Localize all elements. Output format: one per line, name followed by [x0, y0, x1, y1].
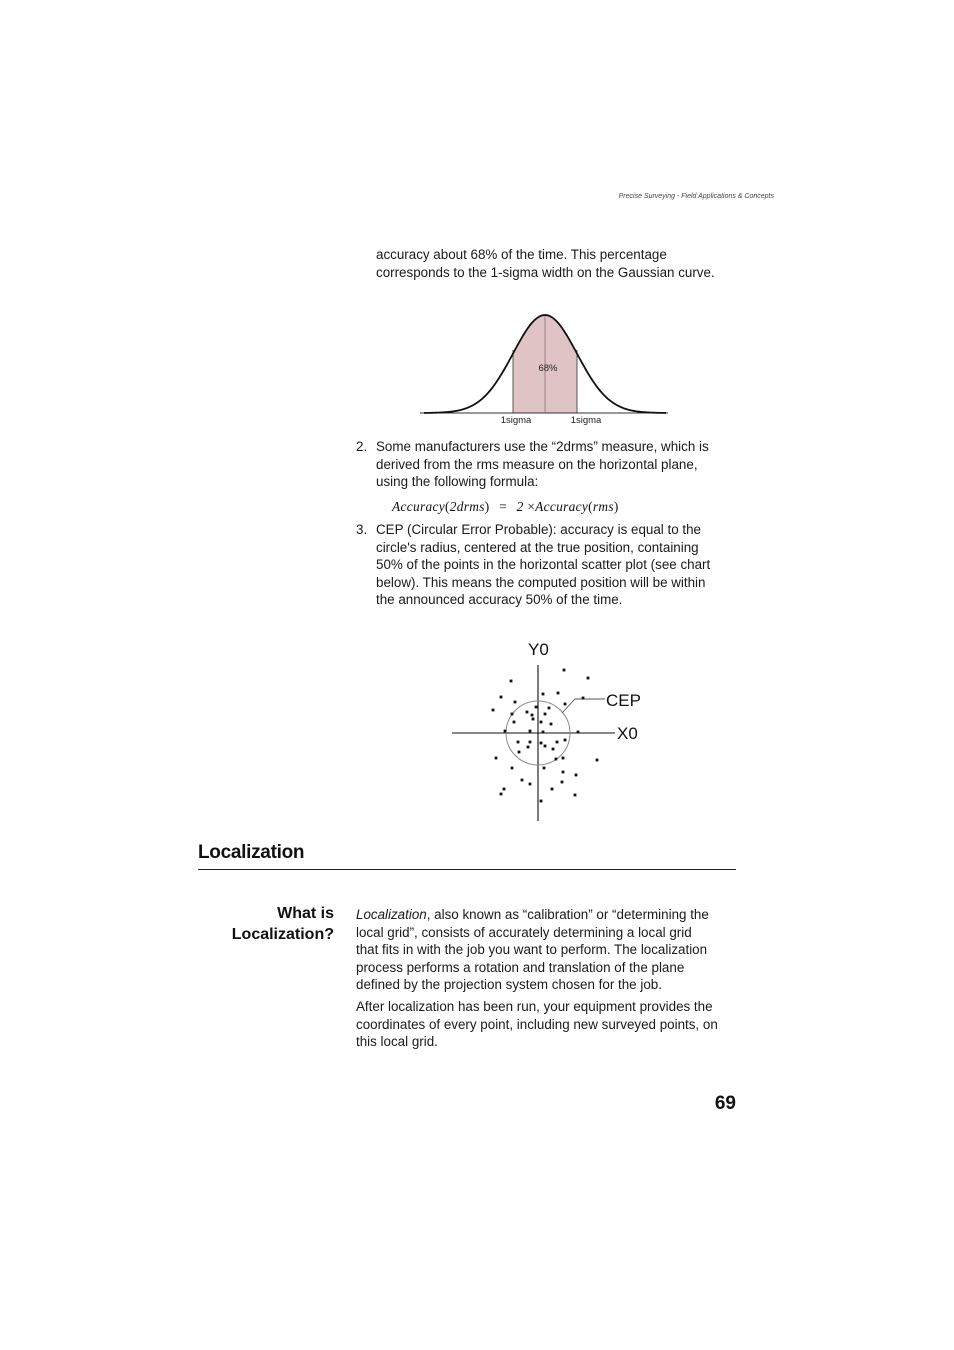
text-line: coordinates of every point, including new surveyed points, on — [356, 1016, 718, 1032]
section-divider — [198, 869, 736, 870]
text-line: 50% of the points in the horizontal scatter plot (see chart — [376, 557, 711, 573]
cep-label: CEP — [606, 691, 641, 710]
scatter-point — [577, 731, 580, 734]
scatter-point — [540, 721, 543, 724]
scatter-point — [510, 680, 513, 683]
scatter-point — [551, 788, 554, 791]
text-line: Some manufacturers use the “2drms” measure, which is — [376, 439, 709, 454]
scatter-points — [492, 669, 599, 803]
scatter-point — [500, 696, 503, 699]
gaussian-curve-figure — [420, 305, 672, 430]
page-number: 69 — [714, 1093, 736, 1114]
text-line: below). This means the computed position will be within — [376, 574, 706, 590]
formula-equals: = — [499, 499, 507, 514]
scatter-point — [556, 741, 559, 744]
text-line: using the following formula: — [376, 474, 539, 490]
scatter-point — [500, 793, 503, 796]
scatter-point — [532, 718, 535, 721]
left-sigma-label: 1sigma — [500, 415, 532, 426]
accuracy-formula: Accuracy(2drms) = 2 ×Accuracy(rms) — [392, 499, 619, 514]
scatter-point — [521, 779, 524, 782]
scatter-point — [575, 774, 578, 777]
scatter-point — [518, 751, 521, 754]
scatter-point — [562, 771, 565, 774]
scatter-point — [531, 714, 534, 717]
scatter-point — [542, 731, 545, 734]
scatter-point — [564, 739, 567, 742]
scatter-point — [514, 701, 517, 704]
scatter-point — [544, 745, 547, 748]
text-line: local grid”, consists of accurately determining a local grid — [356, 924, 692, 940]
text-line: defined by the projection system chosen for the job. — [356, 977, 662, 993]
scatter-point — [542, 693, 545, 696]
side-heading — [200, 903, 334, 945]
cep-leader-line — [562, 699, 605, 713]
formula-fn: Accuracy — [535, 499, 589, 514]
scatter-point — [563, 669, 566, 672]
intro-paragraph — [376, 246, 746, 281]
scatter-point — [561, 781, 564, 784]
scatter-point — [535, 706, 538, 709]
formula-times: × — [527, 499, 536, 514]
y0-axis-label: Y0 — [528, 640, 549, 659]
text-line — [356, 906, 746, 924]
scatter-point — [495, 757, 498, 760]
scatter-point — [543, 767, 546, 770]
scatter-point — [511, 713, 514, 716]
right-sigma-label: 1sigma — [570, 415, 602, 426]
scatter-point — [540, 742, 543, 745]
scatter-point — [557, 692, 560, 695]
scatter-point — [529, 730, 532, 733]
side-heading-line: What is — [277, 905, 334, 922]
formula-arg: rms — [592, 499, 614, 514]
text-line: the announced accuracy 50% of the time. — [376, 592, 623, 608]
list-item-text — [376, 521, 756, 609]
scatter-point — [492, 709, 495, 712]
intro-line: accuracy about 68% of the time. This percentage — [376, 247, 667, 262]
scatter-point — [555, 758, 558, 761]
scatter-point — [504, 730, 507, 733]
text-line: CEP (Circular Error Probable): accuracy is equal to the — [376, 522, 701, 537]
scatter-point — [550, 723, 553, 726]
formula-fn: Accuracy — [392, 499, 445, 514]
scatter-point — [552, 748, 555, 751]
cep-scatter-figure — [445, 635, 655, 825]
text-line: After localization has been run, your equipment provides the — [356, 999, 713, 1014]
scatter-point — [529, 741, 532, 744]
center-percent-label: 68% — [538, 363, 558, 374]
scatter-point — [511, 767, 514, 770]
scatter-point — [596, 759, 599, 762]
scatter-point — [587, 677, 590, 680]
scatter-point — [548, 707, 551, 710]
scatter-point — [513, 721, 516, 724]
intro-line: corresponds to the 1-sigma width on the Gaussian curve. — [376, 264, 715, 280]
text-line: that fits in with the job you want to perform. The localization — [356, 942, 708, 958]
localization-term: Localization — [356, 907, 427, 922]
text-line: this local grid. — [356, 1034, 438, 1050]
x0-axis-label: X0 — [617, 724, 638, 743]
scatter-point — [540, 800, 543, 803]
running-header: Precise Surveying - Field Applications & Concepts — [618, 193, 774, 200]
scatter-point — [574, 794, 577, 797]
scatter-point — [503, 788, 506, 791]
scatter-point — [544, 713, 547, 716]
section-title: Localization — [198, 842, 305, 863]
scatter-point — [526, 711, 529, 714]
scatter-point — [517, 741, 520, 744]
text-line: circle's radius, centered at the true position, containing — [376, 539, 699, 555]
formula-factor: 2 — [516, 499, 524, 514]
side-heading-line: Localization? — [231, 926, 334, 943]
localization-paragraph-1 — [356, 906, 746, 994]
list-item-text — [376, 438, 756, 491]
list-number: 3. — [356, 522, 368, 537]
text-line: process performs a rotation and translation of the plane — [356, 959, 685, 975]
localization-paragraph-2 — [356, 998, 746, 1051]
scatter-point — [562, 757, 565, 760]
text-fragment: , also known as “calibration” or “determining the — [426, 907, 709, 922]
scatter-point — [564, 703, 567, 706]
scatter-point — [529, 783, 532, 786]
formula-arg: 2drms — [449, 499, 485, 514]
scatter-point — [582, 697, 585, 700]
text-line: derived from the rms measure on the horizontal plane, — [376, 456, 698, 472]
scatter-point — [527, 746, 530, 749]
list-number: 2. — [356, 439, 368, 454]
